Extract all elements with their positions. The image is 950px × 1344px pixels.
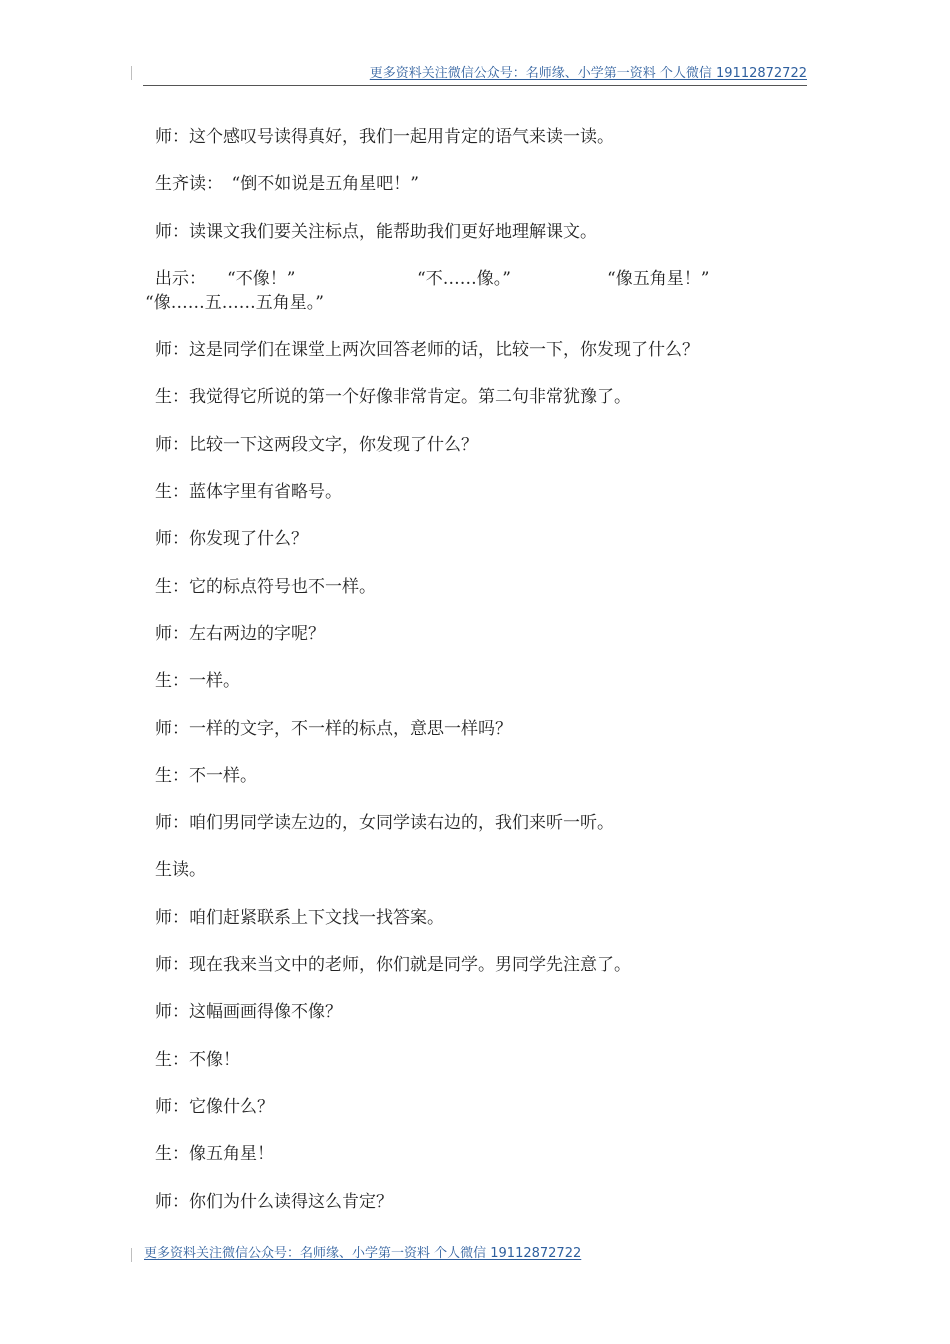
display-label: 出示： (155, 268, 206, 289)
paragraph: 生：它的标点符号也不一样。 (155, 576, 376, 597)
paragraph: 生：像五角星！ (155, 1144, 274, 1165)
display-examples (145, 267, 815, 315)
header-rule (143, 85, 807, 86)
document-body (145, 125, 815, 1237)
header-divider (131, 66, 132, 80)
paragraph: 生：不一样。 (155, 765, 257, 786)
paragraph: 生：不像！ (155, 1049, 240, 1070)
footer-divider (131, 1248, 132, 1262)
paragraph: 师：比较一下这两段文字，你发现了什么？ (155, 434, 478, 455)
paragraph: 生读。 (155, 860, 206, 881)
paragraph: 生：一样。 (155, 671, 240, 692)
paragraph: 师：这是同学们在课堂上两次回答老师的话，比较一下，你发现了什么？ (155, 340, 699, 361)
paragraph: 生：蓝体字里有省略号。 (155, 482, 342, 503)
example-item: “不像！” (227, 268, 296, 289)
paragraph: 师：读课文我们要关注标点，能帮助我们更好地理解课文。 (155, 221, 597, 242)
paragraph: 师：现在我来当文中的老师，你们就是同学。男同学先注意了。 (155, 955, 631, 976)
paragraph: 师：这幅画画得像不像？ (155, 1002, 342, 1023)
paragraph: 师：一样的文字，不一样的标点，意思一样吗？ (155, 718, 512, 739)
paragraph: 师：左右两边的字呢？ (155, 623, 325, 644)
paragraph: 生：我觉得它所说的第一个好像非常肯定。第二句非常犹豫了。 (155, 387, 631, 408)
footer-link[interactable]: 更多资料关注微信公众号：名师缘、小学第一资料 个人微信 19112872722 (144, 1246, 582, 1261)
paragraph: 师：咱们赶紧联系上下文找一找答案。 (155, 907, 444, 928)
paragraph: 师：它像什么？ (155, 1096, 274, 1117)
header-link[interactable]: 更多资料关注微信公众号：名师缘、小学第一资料 个人微信 19112872722 (369, 66, 807, 81)
paragraph: 师：你们为什么读得这么肯定？ (155, 1191, 393, 1212)
example-item: “像五角星！” (607, 268, 710, 289)
example-item: “像……五……五角星。” (145, 292, 324, 313)
paragraph: 师：你发现了什么？ (155, 529, 308, 550)
paragraph: 师：咱们男同学读左边的，女同学读右边的，我们来听一听。 (155, 813, 614, 834)
example-item: “不……像。” (417, 268, 511, 289)
page-header (0, 0, 950, 100)
page-footer (0, 1240, 950, 1280)
paragraph: 师：这个感叹号读得真好，我们一起用肯定的语气来读一读。 (155, 127, 614, 147)
paragraph: 生齐读： “倒不如说是五角星吧！” (155, 174, 419, 195)
